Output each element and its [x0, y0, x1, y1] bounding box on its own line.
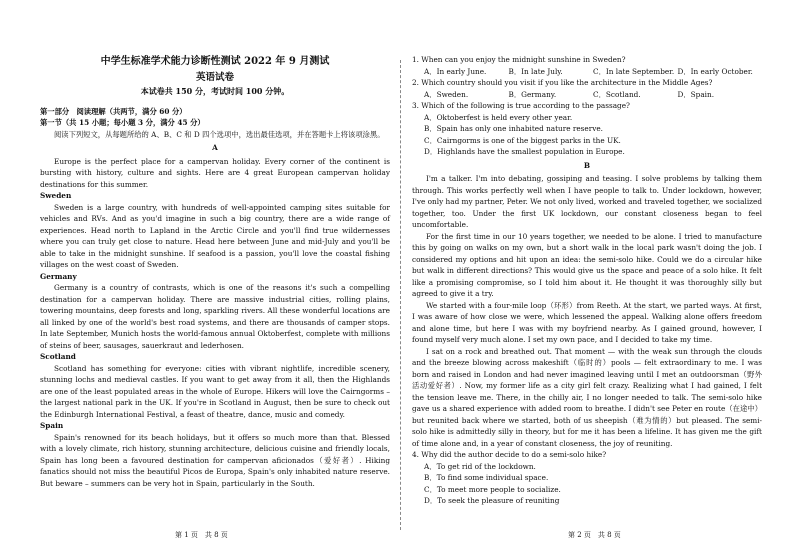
question-3: 3. Which of the following is true according to the passage? [412, 101, 630, 110]
instructions: 阅读下列短文，从每题所给的 A、B、C 和 D 四个选项中，选出最佳选项，并在答题卡上将该项涂黑。 [54, 129, 385, 139]
option: A．To get rid of the lockdown. [424, 461, 536, 471]
passage-intro: Europe is the perfect place for a campervan holiday. Every corner of the continent is bursting with history, culture and sights. Here are 4 great European campervan holiday destinations for this summer. [40, 156, 390, 189]
passage-label-a: A [212, 143, 218, 152]
option: D．In early October. [677, 66, 753, 76]
heading-germany: Germany [40, 271, 77, 281]
text-scotland: Scotland has something for everyone: cities with vibrant nightlife, incredible scenery, stunning lochs and medieval castles. If you want to get away from it all, then the Highlands are one of the least populated areas in the whole of Europe. Hikers will love the Cairngorms – the largest national park in the UK. If you're in Scotland in August, then be sure to check out the Edinburgh International Festival, a feast of theatre, dance, music and comedy. [40, 363, 390, 419]
passage-label-b: B [583, 160, 591, 170]
option: D．Highlands have the smallest population in Europe. [424, 147, 625, 156]
question-4: 4. Why did the author decide to do a semi-solo hike? [412, 450, 607, 459]
passage-b-paragraph: I'm a talker. I'm into debating, gossiping and teasing. I solve problems by talking them through. This works perfectly well when I have people to talk to. Under lockdown, however, I've only had my partner, Peter. We not only lived, worked and traveled together, we socialized together, too. Under the first UK lockdown, our constant closeness began to feel uncomfortable. [412, 174, 762, 229]
text-sweden: Sweden is a large country, with hundreds of well-appointed camping sites suitable for vehicles and RVs. And as you'd imagine in such a big country, there are a wide range of experiences. Head north to Lapland in the Arctic Circle and you'll find true wildernesses where you can truly get close to nature. Head here between June and mid-July and you'll be able to take in the midnight sunshine. If seafood is a passion, you'll love the coastal fishing villages on the west coast of Sweden. [40, 202, 390, 269]
option: C．To meet more people to socialize. [424, 484, 561, 494]
part-heading: 第一部分 阅读理解（共两节，满分 60 分） [40, 106, 187, 116]
option: C．Cairngorms is one of the biggest parks in the UK. [424, 135, 621, 145]
left-column [40, 50, 390, 489]
exam-title: 中学生标准学术能力诊断性测试 2022 年 9 月测试 [100, 56, 330, 67]
heading-spain: Spain [40, 421, 64, 430]
page-footer-right: 第 2 页 共 8 页 [568, 531, 621, 539]
text-germany: Germany is a country of contrasts, which is one of the reasons it's such a compelling destination for a campervan holiday. There are massive industrial cities, rolling plains, towering mountains, deep forests and long, sparkling rivers. All these wonderful locations are all linked by one of the world's best road systems, and there are thousands of camper stops. In late September, Munich hosts the world-famous annual Oktoberfest, complete with millions of steins of beer, sausages, sauerkraut and lederhosen. [40, 283, 390, 350]
passage-b-paragraph: For the first time in our 10 years together, we needed to be alone. I tried to manufacture this by going on walks on my own, but a short walk in the local park wasn't doing the job. I considered my options and hit upon an idea: the semi-solo hike. Could we do a circular hike but walk in different directions? This would give us the space and peace of a solo hike. It felt like a promising compromise, so I told him about it. He thought it was thoroughly silly but agreed to give it a try. [412, 231, 762, 298]
question-1: 1. When can you enjoy the midnight sunshine in Sweden? [412, 55, 626, 64]
column-divider [400, 60, 401, 530]
passage-b-paragraph: I sat on a rock and breathed out. That moment — with the weak sun through the clouds and the breeze blowing across makeshift（临时的）pools — felt extraordinary to me. I was born and raised in London and had never imagined leaving until I met an outdoorsman（野外活动爱好者）. Now, my former life as a city girl felt crazy. Realizing what I had gained, I felt the tension leave me. There, in the chilly air, I no longer needed to talk. The semi-solo hike gave us a shared experience with added room to breathe. I didn't see Peter en route（在途中）but reunited back where we started, both of us sheepish（难为情的）but pleased. The semi-solo hike is admittedly silly in theory, but for me it has been a lifeline. It has given me the gift of time alone and, in a year of constant closeness, the joy of reuniting. [412, 346, 762, 448]
option: B．Germany. [508, 89, 557, 99]
option: D．To seek the pleasure of reuniting [424, 496, 560, 505]
option: A．Oktoberfest is held every other year. [424, 112, 573, 122]
exam-subtitle: 英语试卷 [195, 71, 234, 83]
option: A．In early June. [424, 66, 487, 76]
page-footer-left: 第 1 页 共 8 页 [175, 531, 228, 539]
right-column [412, 54, 762, 507]
option: C．In late September. [593, 66, 675, 76]
heading-scotland: Scotland [40, 352, 76, 361]
question-2-options [424, 89, 762, 101]
option: C．Scotland. [593, 89, 641, 99]
question-2: 2. Which country should you visit if you like the architecture in the Middle Ages? [412, 78, 713, 87]
exam-note: 本试卷共 150 分，考试时间 100 分钟。 [140, 86, 290, 96]
passage-b-paragraph: We started with a four-mile loop（环形）from Reeth. At the start, we parted ways. At first, I was aware of how close we were, which lessened the appeal. Walking alone offers freedom and alone time, but here I was with my boyfriend nearby. As I gained ground, however, I found myself very much alone. I set my own pace, and I decided to take my time. [412, 300, 762, 344]
section-heading: 第一节（共 15 小题；每小题 3 分，满分 45 分） [40, 118, 205, 127]
question-1-options [424, 66, 762, 78]
option: B．In late July. [508, 66, 563, 76]
option: D．Spain. [677, 89, 715, 99]
heading-sweden: Sweden [40, 191, 72, 200]
option: B．To find some individual space. [424, 473, 549, 482]
option: B．Spain has only one inhabited nature reserve. [424, 124, 603, 133]
text-spain: Spain's renowned for its beach holidays, but it offers so much more than that. Blessed with a lovely climate, rich history, stunning architecture, delicious cuisine and friendly locals, Spain has long been a favoured destination for campervan aficionados（爱好者）. Hiking fanatics should not miss the beautiful Picos de Europa, Spain's only inhabited nature reserve. But beware – summers can be very hot in Spain, particularly in the South. [40, 432, 390, 488]
option: A．Sweden. [424, 89, 469, 99]
